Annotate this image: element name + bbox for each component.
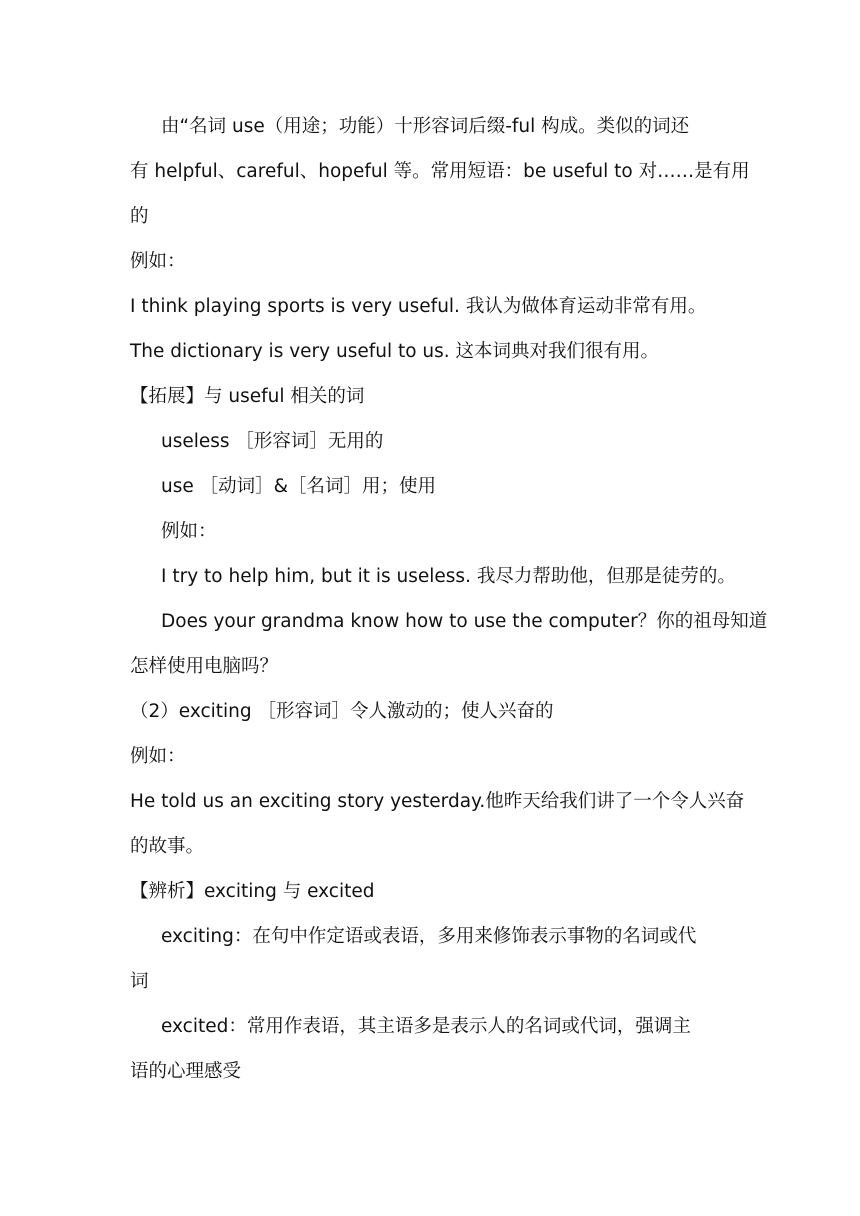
text-line: The dictionary is very useful to us. 这本词典对我们很有用。 [130, 341, 660, 362]
text-line: 的 [130, 206, 149, 227]
text-line: He told us an exciting story yesterday.他昨天给我们讲了一个令人兴奋 [130, 791, 745, 812]
text-line: I try to help him, but it is useless. 我尽力帮助他，但那是徒劳的。 [161, 566, 736, 587]
text-line: Does your grandma know how to use the computer？你的祖母知道 [161, 611, 768, 632]
text-line: 词 [130, 971, 149, 992]
text-line: exciting：在句中作定语或表语，多用来修饰表示事物的名词或代 [161, 926, 697, 947]
text-line: 例如： [130, 251, 186, 272]
section-heading: （2）exciting ［形容词］令人激动的；使人兴奋的 [130, 701, 554, 722]
text-line: 的故事。 [130, 836, 205, 857]
text-line: 例如： [161, 521, 217, 542]
text-line: excited：常用作表语，其主语多是表示人的名词或代词，强调主 [161, 1016, 691, 1037]
text-line: 例如： [130, 746, 186, 767]
text-line: use ［动词］&［名词］用；使用 [161, 476, 437, 497]
text-line: 怎样使用电脑吗？ [130, 656, 279, 677]
text-line: I think playing sports is very useful. 我认为做体育运动非常有用。 [130, 296, 707, 317]
text-line: 由“名词 use（用途；功能）十形容词后缀-ful 构成。类似的词还 [161, 116, 690, 137]
section-heading: 【辨析】exciting 与 excited [130, 881, 375, 902]
text-line: 语的心理感受 [130, 1061, 242, 1082]
section-heading: 【拓展】与 useful 相关的词 [130, 386, 365, 407]
text-line: 有 helpful、careful、hopeful 等。常用短语：be useful to 对……是有用 [130, 161, 750, 182]
text-line: useless ［形容词］无用的 [161, 431, 384, 452]
